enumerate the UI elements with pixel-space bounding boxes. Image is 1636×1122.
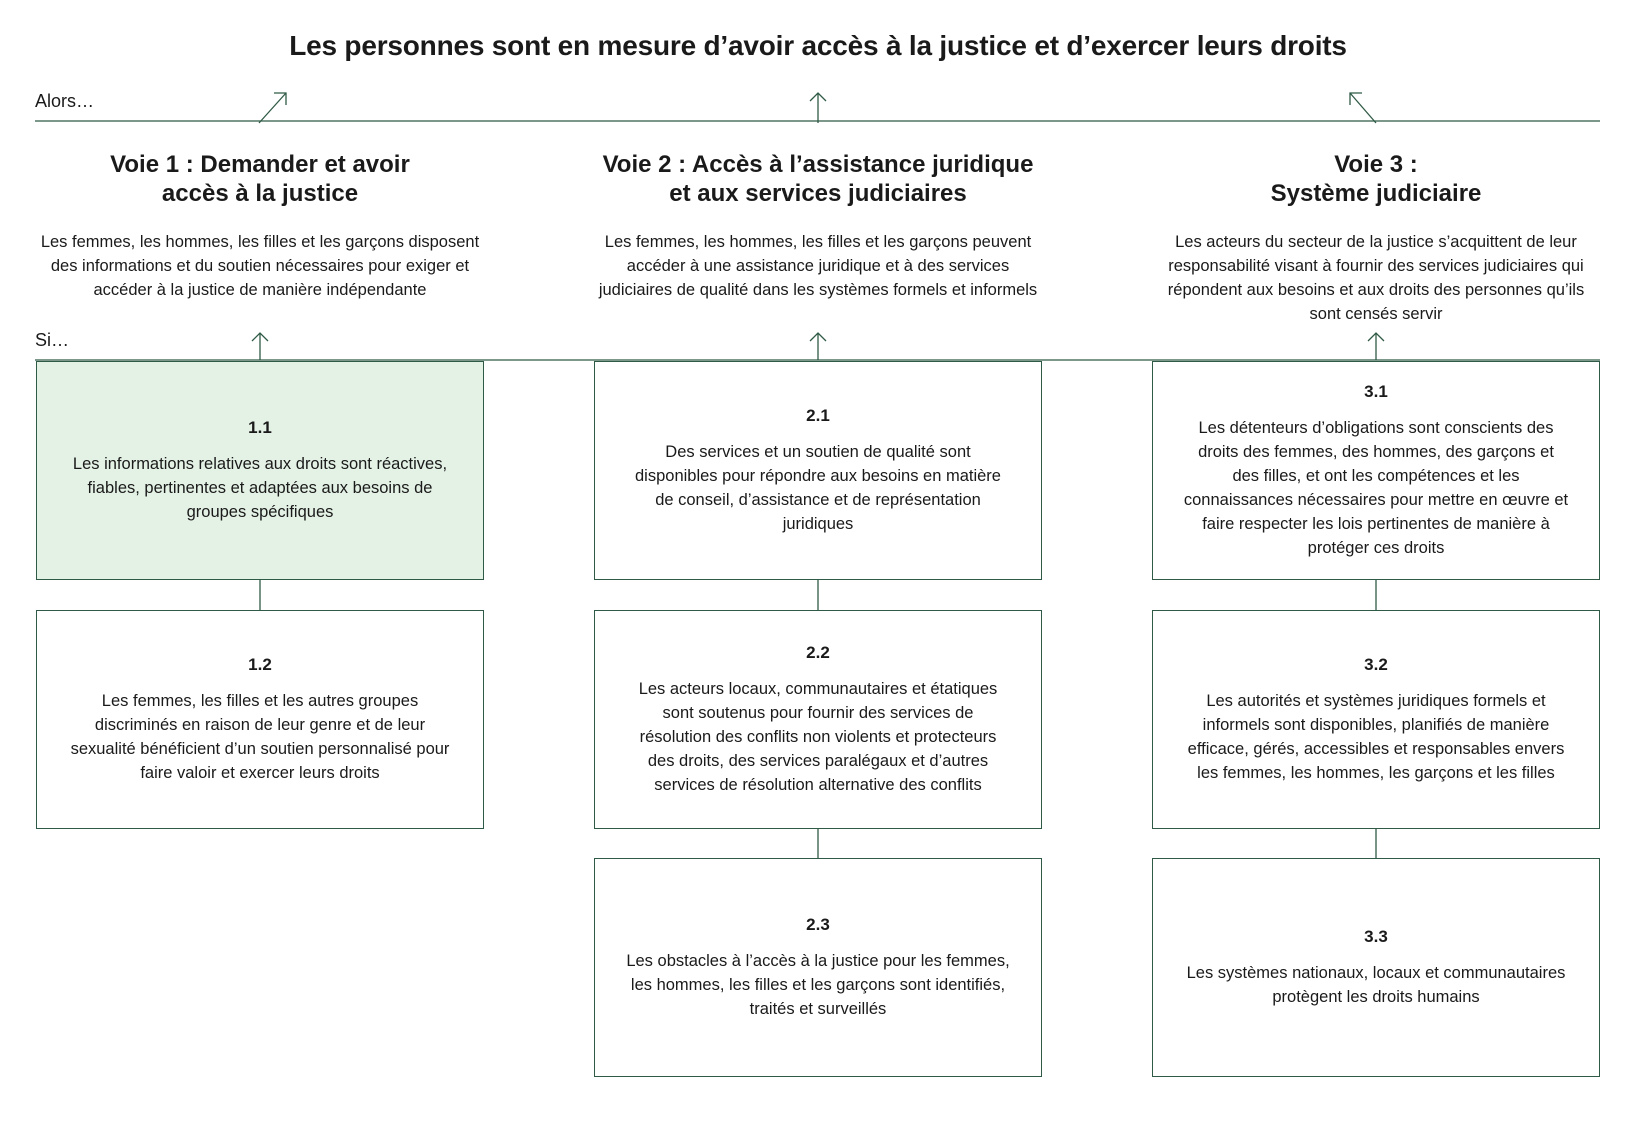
outcome-text: Des services et un soutien de qualité sont disponibles pour répondre aux besoins en matière de conseil, d’assistance et de représentation juridiques: [635, 442, 1001, 533]
pathway-3-title-line1: Voie 3 :: [1334, 151, 1418, 178]
arrow-up-icon: [810, 333, 826, 360]
pathway-2-description: Les femmes, les hommes, les filles et les garçons peuvent accéder à une assistance juridique et à des services judiciaires de qualité dans les systèmes formels et informels: [598, 233, 1038, 299]
pathway-2-title: [580, 150, 1056, 208]
outcome-text: Les acteurs locaux, communautaires et étatiques sont soutenus pour fournir des services de résolution des conflits non violents et protecteurs des droits, des services paralégaux et d’autres services de résolution alternative des conflits: [638, 679, 998, 794]
pathway-1-title: [35, 150, 485, 208]
arrow-up-icon: [252, 333, 268, 360]
arrow-up-left-icon: [1350, 93, 1376, 123]
pathway-3-description: Les acteurs du secteur de la justice s’acquittent de leur responsabilité visant à fournir des services judiciaires qui répondent aux besoins et aux droits des personnes qu’ils sont censés servir: [1167, 233, 1585, 323]
outcome-text: Les systèmes nationaux, locaux et communautaires protègent les droits humains: [1186, 963, 1566, 1006]
pathway-1-title-line2: accès à la justice: [161, 180, 359, 207]
main-title: Les personnes sont en mesure d’avoir accès à la justice et d’exercer leurs droits: [289, 30, 1347, 61]
outcome-box-1-1: [36, 361, 484, 580]
pathway-3-title: [1151, 150, 1601, 208]
outcome-text: Les autorités et systèmes juridiques formels et informels sont disponibles, planifiés de manière efficace, gérés, accessibles et responsables envers les femmes, les hommes, les garçons et les filles: [1187, 691, 1565, 782]
outcome-number: 3.2: [1364, 654, 1388, 674]
arrow-up-icon: [810, 93, 826, 123]
si-label: Si…: [35, 330, 70, 350]
outcome-text: Les détenteurs d’obligations sont conscients des droits des femmes, des hommes, des garçons et des filles, et ont les compétences et les connaissances nécessaires pour mettre en œuvre et faire respecter les lois pertinentes de manière à protéger ces droits: [1183, 418, 1569, 557]
pathway-1-description: Les femmes, les hommes, les filles et les garçons disposent des informations et du soutien nécessaires pour exiger et accéder à la justice de manière indépendante: [40, 233, 480, 299]
pathway-3-title-line2: Système judiciaire: [1270, 180, 1482, 207]
outcome-number: 2.3: [806, 914, 830, 934]
outcome-number: 3.3: [1364, 926, 1388, 946]
outcome-text: Les femmes, les filles et les autres groupes discriminés en raison de leur genre et de leur sexualité bénéficient d’un soutien personnalisé pour faire valoir et exercer leurs droits: [70, 691, 450, 782]
alors-label: Alors…: [35, 91, 95, 111]
outcome-number: 1.2: [248, 654, 272, 674]
outcome-box-2-2: [594, 610, 1042, 829]
pathway-2-title-line1: Voie 2 : Accès à l’assistance juridique: [602, 151, 1034, 178]
outcome-number: 2.1: [806, 405, 830, 425]
arrow-up-icon: [1368, 333, 1384, 360]
arrow-up-right-icon: [259, 93, 286, 123]
outcome-number: 1.1: [248, 417, 272, 437]
outcome-number: 2.2: [806, 642, 830, 662]
outcome-box-2-3: [594, 858, 1042, 1077]
outcome-text: Les obstacles à l’accès à la justice pour les femmes, les hommes, les filles et les garçons sont identifiés, traités et surveillés: [626, 951, 1010, 1018]
outcome-box-3-2: [1152, 610, 1600, 829]
outcome-box-3-3: [1152, 858, 1600, 1077]
outcome-number: 3.1: [1364, 381, 1388, 401]
pathway-2-title-line2: et aux services judiciaires: [669, 180, 967, 207]
outcome-box-2-1: [594, 361, 1042, 580]
outcome-box-3-1: [1152, 361, 1600, 580]
outcome-text: Les informations relatives aux droits sont réactives, fiables, pertinentes et adaptées aux besoins de groupes spécifiques: [72, 454, 448, 521]
pathway-1-title-line1: Voie 1 : Demander et avoir: [110, 151, 410, 178]
outcome-box-1-2: [36, 610, 484, 829]
